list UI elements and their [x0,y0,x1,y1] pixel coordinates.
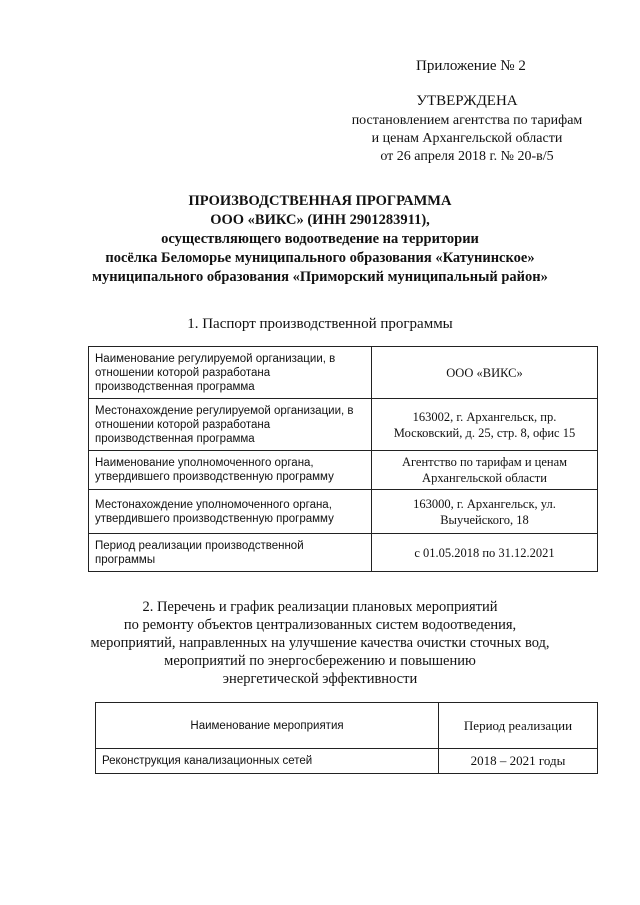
row-value: Агентство по тарифам и ценам Архангельской области [372,451,598,490]
row-value: ООО «ВИКС» [372,347,598,399]
heading-line: по ремонту объектов централизованных систем водоотведения, [123,617,517,633]
measure-name: Реконструкция канализационных сетей [96,749,439,774]
section2-heading [60,598,580,688]
passport-table [88,346,598,572]
heading-line: мероприятий, направленных на улучшение качества очистки сточных вод, [90,635,550,651]
document-title [60,192,580,287]
heading-line: мероприятий по энергосбережению и повышению [164,653,476,669]
appendix-number: Приложение № 2 [416,58,526,74]
title-line: осуществляющего водоотведение на территории [161,231,479,247]
heading-line: энергетической эффективности [222,671,418,687]
approval-block [332,92,602,166]
title-line: ПРОИЗВОДСТВЕННАЯ ПРОГРАММА [188,193,452,209]
section1-heading: 1. Паспорт производственной программы [187,316,453,332]
row-label: Период реализации производственной программы [89,534,372,572]
approval-line: постановлением агентства по тарифам [351,113,583,128]
col-header-name: Наименование мероприятия [96,703,439,749]
title-line: ООО «ВИКС» (ИНН 2901283911), [210,212,430,228]
heading-line: 2. Перечень и график реализации плановых мероприятий [142,599,498,615]
row-label: Местонахождение уполномоченного органа, утвердившего производственную программу [89,490,372,534]
approval-heading: УТВЕРЖДЕНА [416,93,518,109]
approval-line: от 26 апреля 2018 г. № 20-в/5 [380,149,554,164]
table-row [89,534,598,572]
row-label: Наименование регулируемой организации, в отношении которой разработана производственная программа [89,347,372,399]
approval-line: и ценам Архангельской области [371,131,563,146]
row-value: 163000, г. Архангельск, ул. Выучейского, 18 [372,490,598,534]
row-value: 163002, г. Архангельск, пр. Московский, д. 25, стр. 8, офис 15 [372,399,598,451]
row-label: Наименование уполномоченного органа, утвердившего производственную программу [89,451,372,490]
title-line: посёлка Беломорье муниципального образования «Катунинское» [105,250,535,266]
col-header-period: Период реализации [439,703,598,749]
table-row [89,399,598,451]
measure-period: 2018 – 2021 годы [439,749,598,774]
measures-table [95,702,598,774]
title-line: муниципального образования «Приморский муниципальный район» [92,269,548,285]
table-header-row [96,703,598,749]
table-row [89,490,598,534]
row-value: с 01.05.2018 по 31.12.2021 [372,534,598,572]
table-row [89,347,598,399]
table-row [96,749,598,774]
table-row [89,451,598,490]
row-label: Местонахождение регулируемой организации, в отношении которой разработана производственная программа [89,399,372,451]
